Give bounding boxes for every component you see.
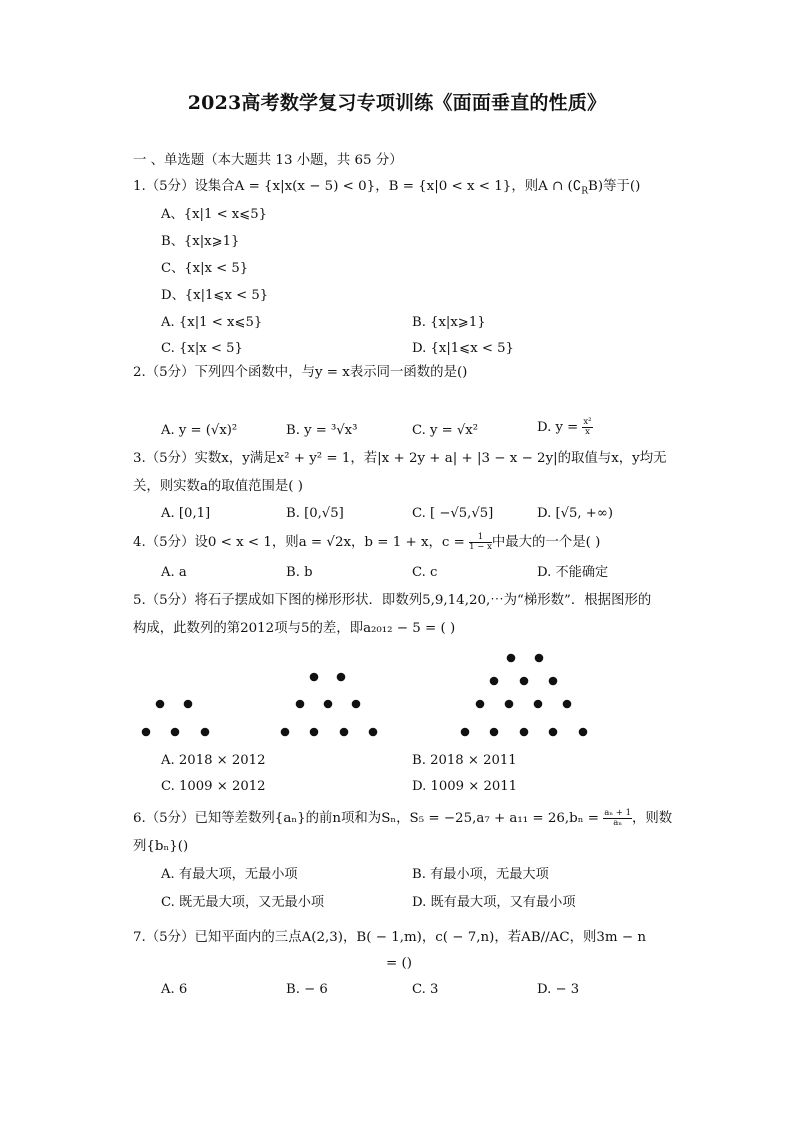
question-3-option-d: D. [√5, +∞)	[537, 506, 613, 521]
question-3-option-b: B. [0,√5]	[286, 506, 344, 521]
question-6-option-c: C. 既无最大项，又无最小项	[161, 895, 325, 910]
question-7-option-a: A. 6	[161, 982, 188, 997]
question-1-list-a: A、{x|1 < x⩽5}	[161, 207, 268, 222]
question-4-option-c: C. c	[412, 565, 438, 580]
question-3-option-c: C. [ −√5,√5]	[412, 506, 494, 521]
question-6-line-1: 6.（5分）已知等差数列{aₙ}的前n项和为Sₙ，S₅ = −25,a₇ + a₁₁ = 26,bₙ = $\frac{\text{aₙ + 1}}{\text{aₙ}}$ ，则数	[133, 808, 673, 828]
question-5-option-a: A. 2018 × 2012	[161, 753, 266, 768]
question-1-option-b: B. {x|x⩾1}	[412, 315, 486, 330]
question-7-option-c: C. 3	[412, 982, 439, 997]
question-5-option-d: D. 1009 × 2011	[412, 779, 518, 794]
question-5-line-1: 5.（5分）将石子摆成如下图的梯形形状．即数列5,9,14,20,⋯为“梯形数”．根据图形的	[133, 593, 652, 608]
question-4-option-b: B. b	[286, 565, 313, 580]
trapezoid-stone-figure	[0, 640, 794, 750]
question-6-option-b: B. 有最小项，无最大项	[412, 867, 549, 882]
question-2-stem: 2.（5分）下列四个函数中，与y = x表示同一函数的是()	[133, 365, 468, 380]
question-6-line-2: 列{bₙ}()	[133, 839, 189, 854]
question-6-option-a: A. 有最大项，无最小项	[161, 867, 298, 882]
question-4-option-d: D. 不能确定	[537, 565, 609, 580]
question-7-line-1: 7.（5分）已知平面内的三点A(2,3)，B( − 1,m)，c( − 7,n)，若AB//AC，则3m − n	[133, 930, 646, 945]
question-1-list-b: B、{x|x⩾1}	[161, 234, 240, 249]
question-5-option-b: B. 2018 × 2011	[412, 753, 517, 768]
question-7-line-2: = ()	[386, 956, 412, 971]
question-1-stem: 1.（5分）设集合A = {x|x(x − 5) < 0}，B = {x|0 < x < 1}，则A ∩ $(∁_RB)$等于()	[133, 179, 641, 197]
question-3-line-2: 关，则实数a的取值范围是( )	[133, 479, 303, 494]
question-7-option-b: B. − 6	[286, 982, 328, 997]
stone-figure-1	[142, 700, 210, 737]
question-5-option-c: C. 1009 × 2012	[161, 779, 266, 794]
question-1-list-d: D、{x|1⩽x < 5}	[161, 288, 269, 303]
question-2-option-b: B. y = ³√x³	[286, 423, 358, 438]
section-header: 一 、单选题（本大题共 13 小题，共 65 分）	[133, 153, 403, 168]
question-2-option-a: A. y = (√x)²	[161, 423, 238, 438]
question-7-option-d: D. − 3	[537, 982, 580, 997]
stone-figure-3	[461, 654, 588, 737]
question-1-option-a: A. {x|1 < x⩽5}	[161, 315, 263, 330]
question-2-option-c: C. y = √x²	[412, 423, 479, 438]
question-3-option-a: A. [0,1]	[161, 506, 211, 521]
question-4-option-a: A. a	[161, 565, 187, 580]
question-5-line-2: 构成，此数列的第2012项与5的差，即a₂₀₁₂ − 5 = ( )	[133, 621, 456, 636]
question-1-option-c: C. {x|x < 5}	[161, 341, 243, 356]
question-1-list-c: C、{x|x < 5}	[161, 261, 249, 276]
page-title: 2023高考数学复习专项训练《面面垂直的性质》	[187, 92, 607, 114]
question-1-option-d: D. {x|1⩽x < 5}	[412, 341, 514, 356]
question-4-stem: 4.（5分）设0 < x < 1，则a = √2x，b = 1 + x，c = $\frac{1}{1 - x}$ 中最大的一个是( )	[133, 532, 601, 552]
stone-figure-2	[281, 673, 378, 737]
question-6-option-d: D. 既有最大项，又有最小项	[412, 895, 576, 910]
question-3-line-1: 3.（5分）实数x，y满足x² + y² = 1，若|x + 2y + a| + |3 − x − 2y|的取值与x，y均无	[133, 451, 667, 466]
question-2-option-d: D. y = $\frac{\text{x²}}{x}$	[537, 417, 592, 437]
